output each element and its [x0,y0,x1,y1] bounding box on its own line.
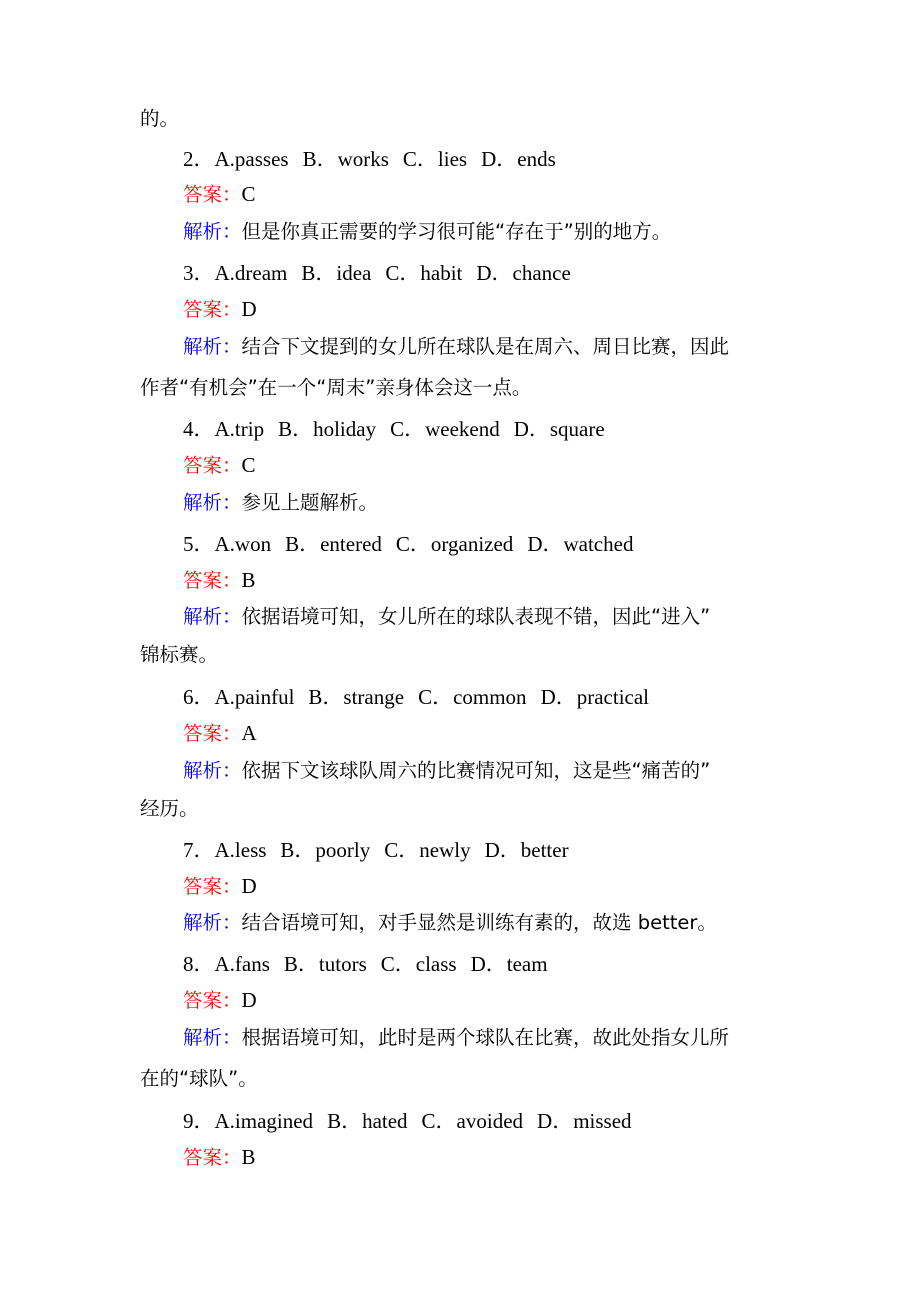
option-choice: C．class [380,952,457,976]
question-line [183,147,556,171]
option-choice: D．square [513,417,605,441]
answer-value: C [241,453,256,477]
explanation-line [183,605,710,629]
explanation-line [140,797,199,821]
answer-value: D [241,297,257,321]
question-line [183,952,548,976]
option-choice: A.passes [214,147,289,171]
option-choice: A.painful [214,685,295,709]
explanation-line [140,643,218,667]
answer-line [183,568,256,593]
answer-value: D [241,988,257,1012]
answer-value: B [241,1145,256,1169]
explanation-text: 但是你真正需要的学习很可能“存在于”别的地方。 [241,220,672,243]
continuation-text: 的。 [140,107,180,130]
explanation-line [140,1067,258,1091]
option-choice: C．newly [384,838,471,862]
question-line [183,532,633,556]
option-choice: C．habit [385,261,463,285]
option-choice: C．weekend [390,417,500,441]
answer-line [183,721,257,746]
question-number: 4． [183,417,215,441]
option-choice: D．chance [476,261,571,285]
question-line [183,261,571,285]
option-choice: C．lies [402,147,468,171]
option-choice: B．entered [285,532,382,556]
option-choice: A.won [214,532,272,556]
question-line [183,1109,632,1133]
option-choice: A.fans [214,952,270,976]
question-line [183,417,605,441]
explanation-line [183,759,710,783]
explanation-text: 在的“球队”。 [140,1067,258,1090]
explanation-text: 依据下文该球队周六的比赛情况可知，这是些“痛苦的” [241,759,711,782]
question-number: 6． [183,685,215,709]
option-choice: B．poorly [280,838,371,862]
answer-label: 答案： [183,875,242,898]
explanation-line [183,491,378,515]
answer-line [183,988,257,1013]
option-choice: A.imagined [214,1109,314,1133]
answer-label: 答案： [183,722,242,745]
explanation-text: 经历。 [140,797,199,820]
answer-label: 答案： [183,989,242,1012]
option-choice: B．tutors [283,952,367,976]
option-choice: D．watched [527,532,634,556]
explanation-line [183,911,717,935]
explanation-text: 作者“有机会”在一个“周末”亲身体会这一点。 [140,376,532,399]
answer-line [183,297,257,322]
explanation-text: 锦标赛。 [140,643,219,666]
option-choice: C．common [418,685,527,709]
answer-label: 答案： [183,454,242,477]
question-line [183,838,569,862]
explanation-text: 结合语境可知，对手显然是训练有素的，故选 better。 [241,911,717,934]
question-number: 3． [183,261,215,285]
option-choice: D．team [470,952,548,976]
explanation-text: 结合下文提到的女儿所在球队是在周六、周日比赛，因此 [241,335,730,358]
option-choice: B．hated [327,1109,408,1133]
answer-value: C [241,182,256,206]
answer-line [183,874,257,899]
explanation-label: 解析： [183,220,242,243]
question-number: 8． [183,952,215,976]
answer-value: D [241,874,257,898]
answer-value: A [241,721,257,745]
explanation-line [140,376,531,400]
answer-label: 答案： [183,569,242,592]
question-number: 5． [183,532,215,556]
option-choice: D．better [484,838,569,862]
option-choice: C．avoided [421,1109,524,1133]
question-number: 7． [183,838,215,862]
option-choice: A.dream [214,261,288,285]
option-choice: B．strange [308,685,405,709]
option-choice: A.less [214,838,267,862]
explanation-label: 解析： [183,911,242,934]
explanation-line [183,220,671,244]
explanation-label: 解析： [183,491,242,514]
option-choice: B．idea [301,261,372,285]
question-line [183,685,649,709]
option-choice: D．practical [540,685,650,709]
explanation-label: 解析： [183,1026,242,1049]
answer-line [183,1145,256,1170]
option-choice: C．organized [395,532,514,556]
question-number: 2． [183,147,215,171]
explanation-text: 根据语境可知，此时是两个球队在比赛，故此处指女儿所 [241,1026,730,1049]
answer-label: 答案： [183,183,242,206]
explanation-label: 解析： [183,335,242,358]
option-choice: A.trip [214,417,265,441]
answer-label: 答案： [183,298,242,321]
explanation-line [183,335,729,359]
answer-label: 答案： [183,1146,242,1169]
question-number: 9． [183,1109,215,1133]
answer-line [183,453,256,478]
option-choice: B．works [302,147,389,171]
answer-value: B [241,568,256,592]
explanation-line [183,1026,729,1050]
explanation-label: 解析： [183,605,242,628]
paragraph-continuation [140,107,179,131]
explanation-text: 依据语境可知，女儿所在的球队表现不错，因此“进入” [241,605,711,628]
explanation-text: 参见上题解析。 [241,491,379,514]
option-choice: D．ends [481,147,556,171]
answer-line [183,182,256,207]
explanation-label: 解析： [183,759,242,782]
option-choice: B．holiday [278,417,377,441]
option-choice: D．missed [537,1109,632,1133]
